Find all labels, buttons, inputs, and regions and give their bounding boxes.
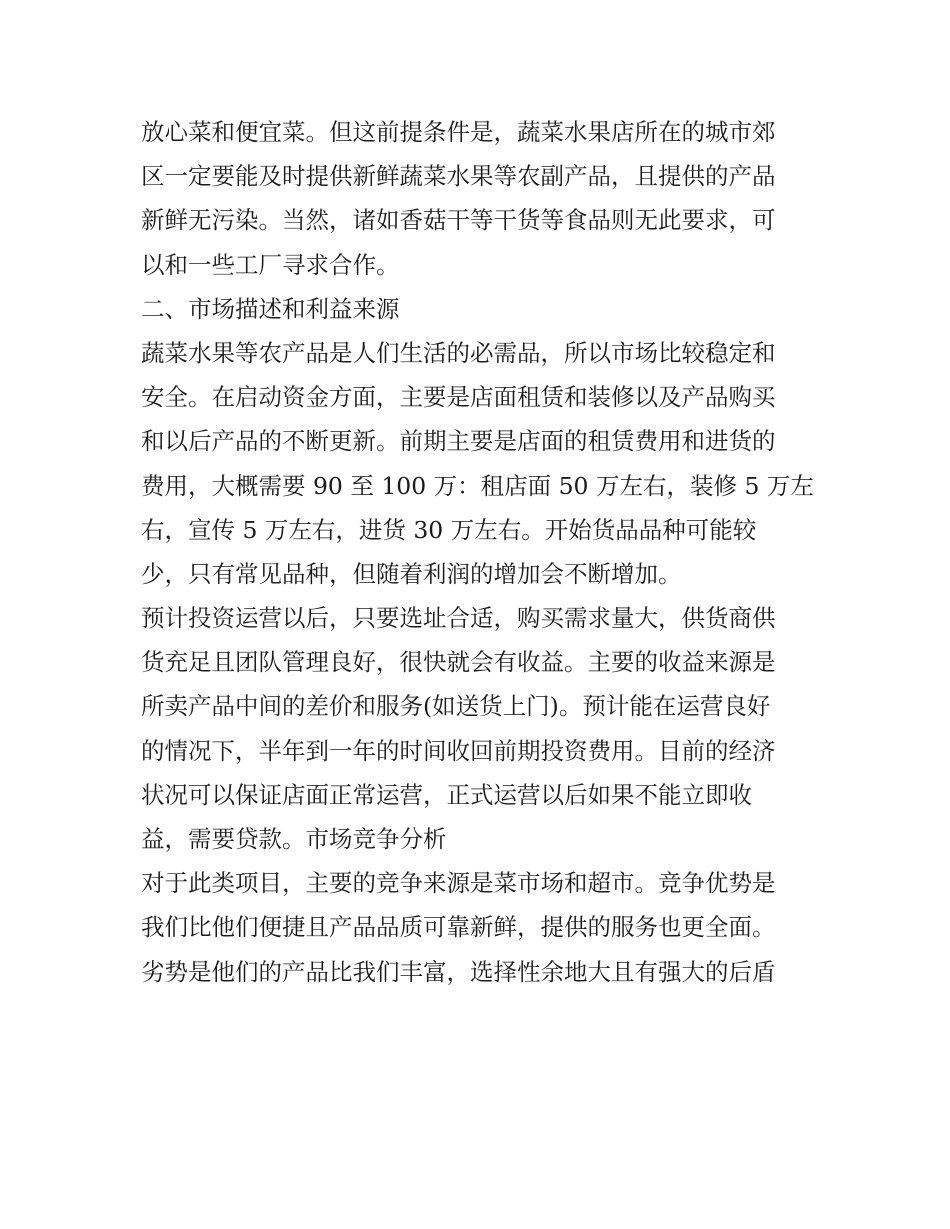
text-line: 益，需要贷款。市场竞争分析: [141, 825, 447, 853]
document-body: [141, 110, 821, 994]
text-line: 新鲜无污染。当然，诸如香菇干等干货等食品则无此要求，可: [141, 206, 776, 235]
text-line: 费用，大概需要 90 至 100 万：租店面 50 万左右，装修 5 万左: [141, 471, 814, 500]
text-line: 所卖产品中间的差价和服务(如送货上门)。预计能在运营良好: [141, 692, 771, 721]
text-line: 状况可以保证店面正常运营，正式运营以后如果不能立即收: [141, 780, 752, 809]
text-line: 我们比他们便捷且产品品质可靠新鲜，提供的服务也更全面。: [141, 913, 776, 942]
text-line: 和以后产品的不断更新。前期主要是店面的租赁费用和进货的: [141, 427, 776, 456]
text-line: 以和一些工厂寻求合作。: [141, 250, 400, 279]
section-heading: 二、市场描述和利益来源: [141, 294, 400, 323]
text-line: 货充足且团队管理良好，很快就会有收益。主要的收益来源是: [141, 648, 776, 677]
text-line: 蔬菜水果等农产品是人们生活的必需品，所以市场比较稳定和: [141, 338, 776, 367]
text-line: 劣势是他们的产品比我们丰富，选择性余地大且有强大的后盾: [141, 957, 776, 986]
text-line: 少，只有常见品种，但随着利润的增加会不断增加。: [141, 559, 682, 588]
text-line: 预计投资运营以后，只要选址合适，购买需求量大，供货商供: [141, 604, 776, 633]
text-line: 放心菜和便宜菜。但这前提条件是，蔬菜水果店所在的城市郊: [141, 118, 776, 146]
text-line: 安全。在启动资金方面，主要是店面租赁和装修以及产品购买: [141, 383, 776, 412]
text-line: 区一定要能及时提供新鲜蔬菜水果等农副产品，且提供的产品: [141, 162, 776, 191]
text-line: 右，宣传 5 万左右，进货 30 万左右。开始货品品种可能较: [141, 515, 757, 544]
text-line: 对于此类项目，主要的竞争来源是菜市场和超市。竞争优势是: [141, 869, 776, 898]
text-line: 的情况下，半年到一年的时间收回前期投资费用。目前的经济: [141, 736, 776, 765]
